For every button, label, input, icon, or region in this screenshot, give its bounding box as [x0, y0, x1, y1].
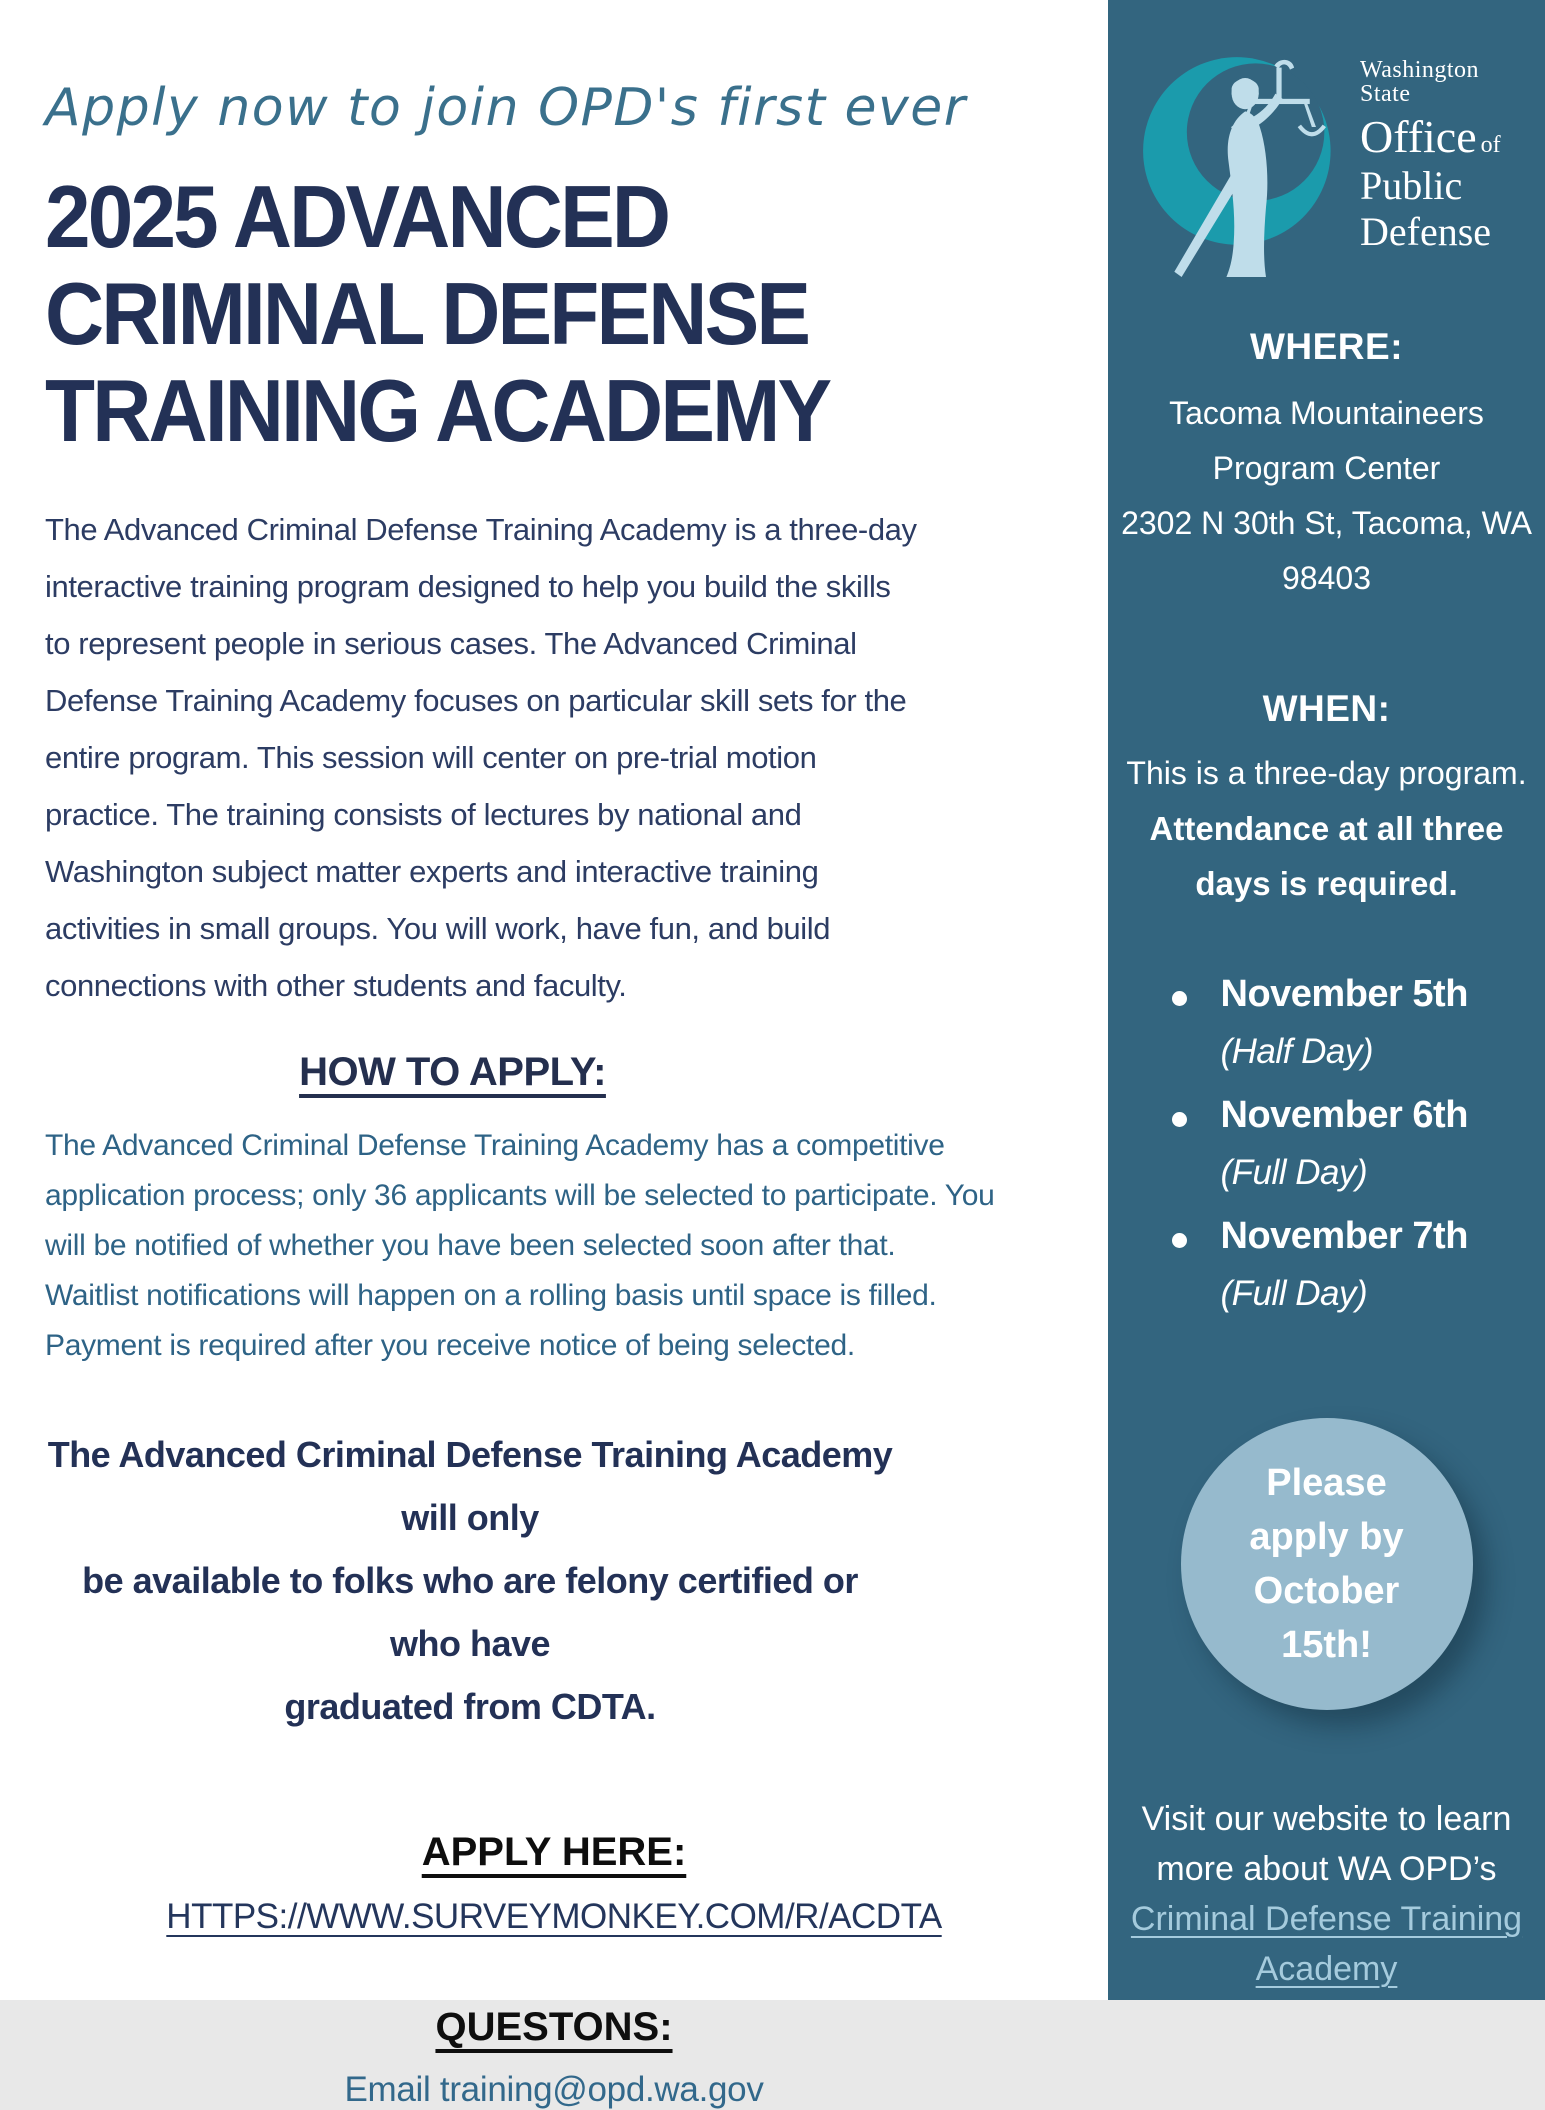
logo-org-office: Office	[1360, 111, 1477, 162]
bullet-icon	[1172, 1233, 1187, 1248]
address-line: Tacoma Mountaineers	[1169, 395, 1484, 431]
eligibility-note	[45, 1423, 895, 1738]
how-line: Waitlist notifications will happen on a rolling basis until space is filled.	[45, 1279, 937, 1312]
opd-logo	[1136, 28, 1535, 278]
schedule-detail: (Half Day)	[1220, 1032, 1374, 1071]
deadline-badge-text: Please apply by October 15th!	[1249, 1462, 1404, 1666]
schedule-date: November 6th	[1220, 1094, 1468, 1136]
how-line: application process; only 36 applicants will be selected to participate. You	[45, 1179, 995, 1212]
schedule-detail: (Full Day)	[1220, 1153, 1368, 1192]
schedule-date: November 7th	[1220, 1215, 1468, 1257]
apply-here-heading: APPLY HERE:	[421, 1830, 687, 1874]
address-line: 98403	[1282, 560, 1371, 596]
logo-org-defense: Defense	[1360, 209, 1492, 254]
page-title	[45, 168, 992, 459]
logo-org-state: Washington State	[1360, 57, 1480, 107]
intro-line: The Advanced Criminal Defense Training Academy is a three-day	[45, 512, 917, 547]
when-section	[1108, 688, 1545, 911]
intro-line: Washington subject matter experts and interactive training	[45, 854, 819, 889]
schedule-item	[1172, 973, 1482, 1072]
when-attendance-note: Attendance at all three days is required.	[1149, 810, 1504, 902]
intro-line: practice. The training consists of lectures by national and	[45, 797, 802, 832]
eligibility-line: be available to folks who are felony certified or who have	[82, 1560, 858, 1664]
title-line-2: CRIMINAL DEFENSE	[45, 264, 809, 363]
intro-line: activities in small groups. You will work, have fun, and build	[45, 911, 831, 946]
when-heading: WHEN:	[1262, 688, 1391, 729]
how-line: Payment is required after you receive notice of being selected.	[45, 1329, 855, 1362]
when-intro: This is a three-day program.	[1126, 755, 1527, 791]
apply-url-link[interactable]: HTTPS://WWW.SURVEYMONKEY.COM/R/ACDTA	[166, 1897, 942, 1936]
eligibility-line: The Advanced Criminal Defense Training Academy will only	[47, 1434, 893, 1538]
questions-heading: QUESTONS:	[435, 2005, 673, 2049]
intro-line: interactive training program designed to help you build the skills	[45, 569, 891, 604]
address-line: 2302 N 30th St, Tacoma, WA	[1121, 505, 1532, 541]
logo-org-public: Public	[1360, 163, 1463, 208]
main-content	[0, 78, 1063, 2110]
tagline: Apply now to join OPD's first ever	[45, 78, 967, 138]
eligibility-line: graduated from CDTA.	[284, 1686, 656, 1727]
intro-line: connections with other students and faculty.	[45, 968, 627, 1003]
logo-text	[1360, 58, 1535, 252]
intro-line: entire program. This session will center on pre-trial motion	[45, 740, 817, 775]
website-note	[1117, 1794, 1537, 1994]
deadline-badge	[1181, 1418, 1473, 1710]
intro-line: Defense Training Academy focuses on particular skill sets for the	[45, 683, 907, 718]
where-heading: WHERE:	[1249, 326, 1404, 367]
how-line: The Advanced Criminal Defense Training Academy has a competitive	[45, 1129, 945, 1162]
bullet-icon	[1172, 991, 1187, 1006]
schedule-detail: (Full Day)	[1220, 1274, 1368, 1313]
questions-email: Email training@opd.wa.gov	[344, 2070, 764, 2109]
apply-url-row	[45, 1897, 1063, 1937]
lady-justice-icon	[1136, 28, 1346, 278]
title-line-1: 2025 ADVANCED	[45, 167, 669, 266]
title-line-3: TRAINING ACADEMY	[45, 361, 830, 460]
how-to-apply-heading: HOW TO APPLY:	[299, 1050, 606, 1094]
intro-line: to represent people in serious cases. The Advanced Criminal	[45, 626, 857, 661]
how-line: will be notified of whether you have been selected soon after that.	[45, 1229, 896, 1262]
logo-org-of: of	[1480, 132, 1501, 158]
where-address	[1108, 386, 1545, 606]
schedule-date: November 5th	[1220, 973, 1468, 1015]
cdta-link[interactable]: Criminal Defense Training Academy	[1130, 1900, 1523, 1988]
bullet-icon	[1172, 1112, 1187, 1127]
where-section	[1108, 326, 1545, 606]
schedule-item	[1172, 1215, 1482, 1314]
address-line: Program Center	[1212, 450, 1441, 486]
website-note-text: Visit our website to learn more about WA OPD’s	[1141, 1800, 1512, 1888]
sidebar	[1108, 0, 1545, 2000]
how-to-apply-paragraph	[45, 1121, 1063, 1371]
schedule-item	[1172, 1094, 1482, 1193]
intro-paragraph	[45, 501, 1063, 1014]
schedule-list	[1172, 973, 1482, 1314]
